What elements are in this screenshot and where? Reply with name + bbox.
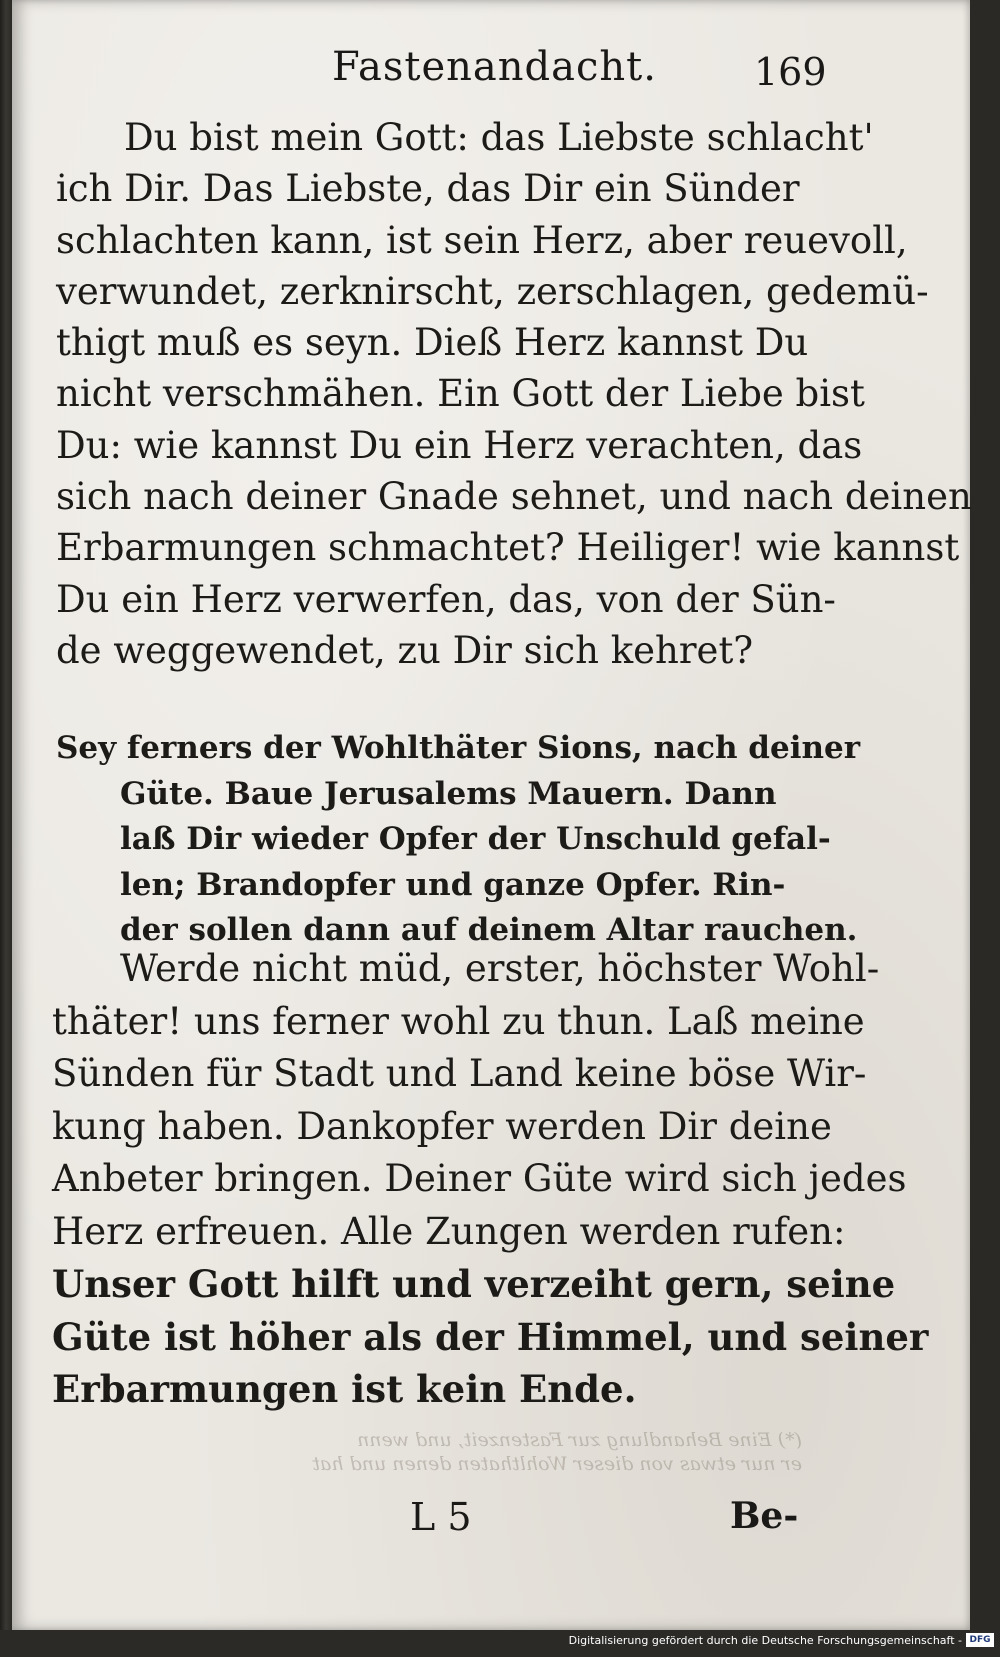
text-line: sich nach deiner Gnade sehnet, und nach deinen — [56, 475, 972, 519]
text-line-emphasis: Erbarmungen ist kein Ende. — [52, 1367, 637, 1411]
show-through-line: er nur etwas von dieser Wohlthaten denen und hat — [312, 1453, 802, 1475]
text-line: der sollen dann auf deinem Altar rauchen. — [120, 912, 858, 949]
funding-credit: Digitalisierung gefördert durch die Deutsche Forschungsgemeinschaft - — [568, 1634, 962, 1647]
text-line: Du bist mein Gott: das Liebste schlacht' — [124, 116, 874, 159]
show-through-line: (*) Eine Behandlung zur Fastenzeit, und wenn — [357, 1429, 802, 1451]
text-line-emphasis: Güte ist höher als der Himmel, und seiner — [52, 1314, 929, 1359]
text-line: ich Dir. Das Liebste, das Dir ein Sünder — [56, 167, 800, 211]
text-line: Werde nicht müd, erster, höchster Wohl- — [120, 947, 880, 990]
text-line: Du ein Herz verwerfen, das, von der Sün- — [56, 577, 836, 621]
text-line: thigt muß es seyn. Dieß Herz kannst Du — [56, 321, 809, 365]
show-through-text — [312, 1428, 802, 1476]
text-line: Sünden für Stadt und Land keine böse Wir- — [52, 1052, 867, 1095]
paragraph-benefactor — [52, 943, 929, 1416]
text-line: nicht verschmähen. Ein Gott der Liebe bist — [56, 372, 865, 416]
text-line: Sey ferners der Wohlthäter Sions, nach deiner — [56, 730, 861, 766]
signature-mark: L 5 — [410, 1495, 472, 1539]
text-line: Herz erfreuen. Alle Zungen werden rufen: — [52, 1209, 846, 1253]
text-line: schlachten kann, ist sein Herz, aber reuevoll, — [56, 218, 908, 262]
text-line: Güte. Baue Jerusalems Mauern. Dann — [120, 775, 777, 812]
dfg-logo: DFG — [966, 1633, 994, 1647]
text-line: kung haben. Dankopfer werden Dir deine — [52, 1104, 832, 1148]
paragraph-prayer-heart — [56, 112, 972, 676]
text-line: de weggewendet, zu Dir sich kehret? — [56, 628, 754, 672]
footer-bar — [0, 1630, 1000, 1657]
text-line: Anbeter bringen. Deiner Güte wird sich jedes — [52, 1157, 907, 1200]
running-header-title: Fastenandacht. — [332, 44, 657, 90]
paragraph-psalm-verse — [56, 726, 861, 954]
text-line: thäter! uns ferner wohl zu thun. Laß meine — [52, 999, 865, 1043]
text-line: laß Dir wieder Opfer der Unschuld gefal- — [120, 821, 831, 858]
text-line: len; Brandopfer und ganze Opfer. Rin- — [120, 866, 786, 903]
text-line: verwundet, zerknirscht, zerschlagen, gedemü- — [56, 269, 929, 313]
catchword: Be- — [730, 1495, 799, 1537]
page-number: 169 — [754, 50, 827, 94]
book-page — [12, 0, 970, 1630]
text-line: Erbarmungen schmachtet? Heiliger! wie kannst — [56, 526, 960, 570]
text-line: Du: wie kannst Du ein Herz verachten, das — [56, 423, 863, 467]
text-line-emphasis: Unser Gott hilft und verzeiht gern, seine — [52, 1262, 896, 1306]
